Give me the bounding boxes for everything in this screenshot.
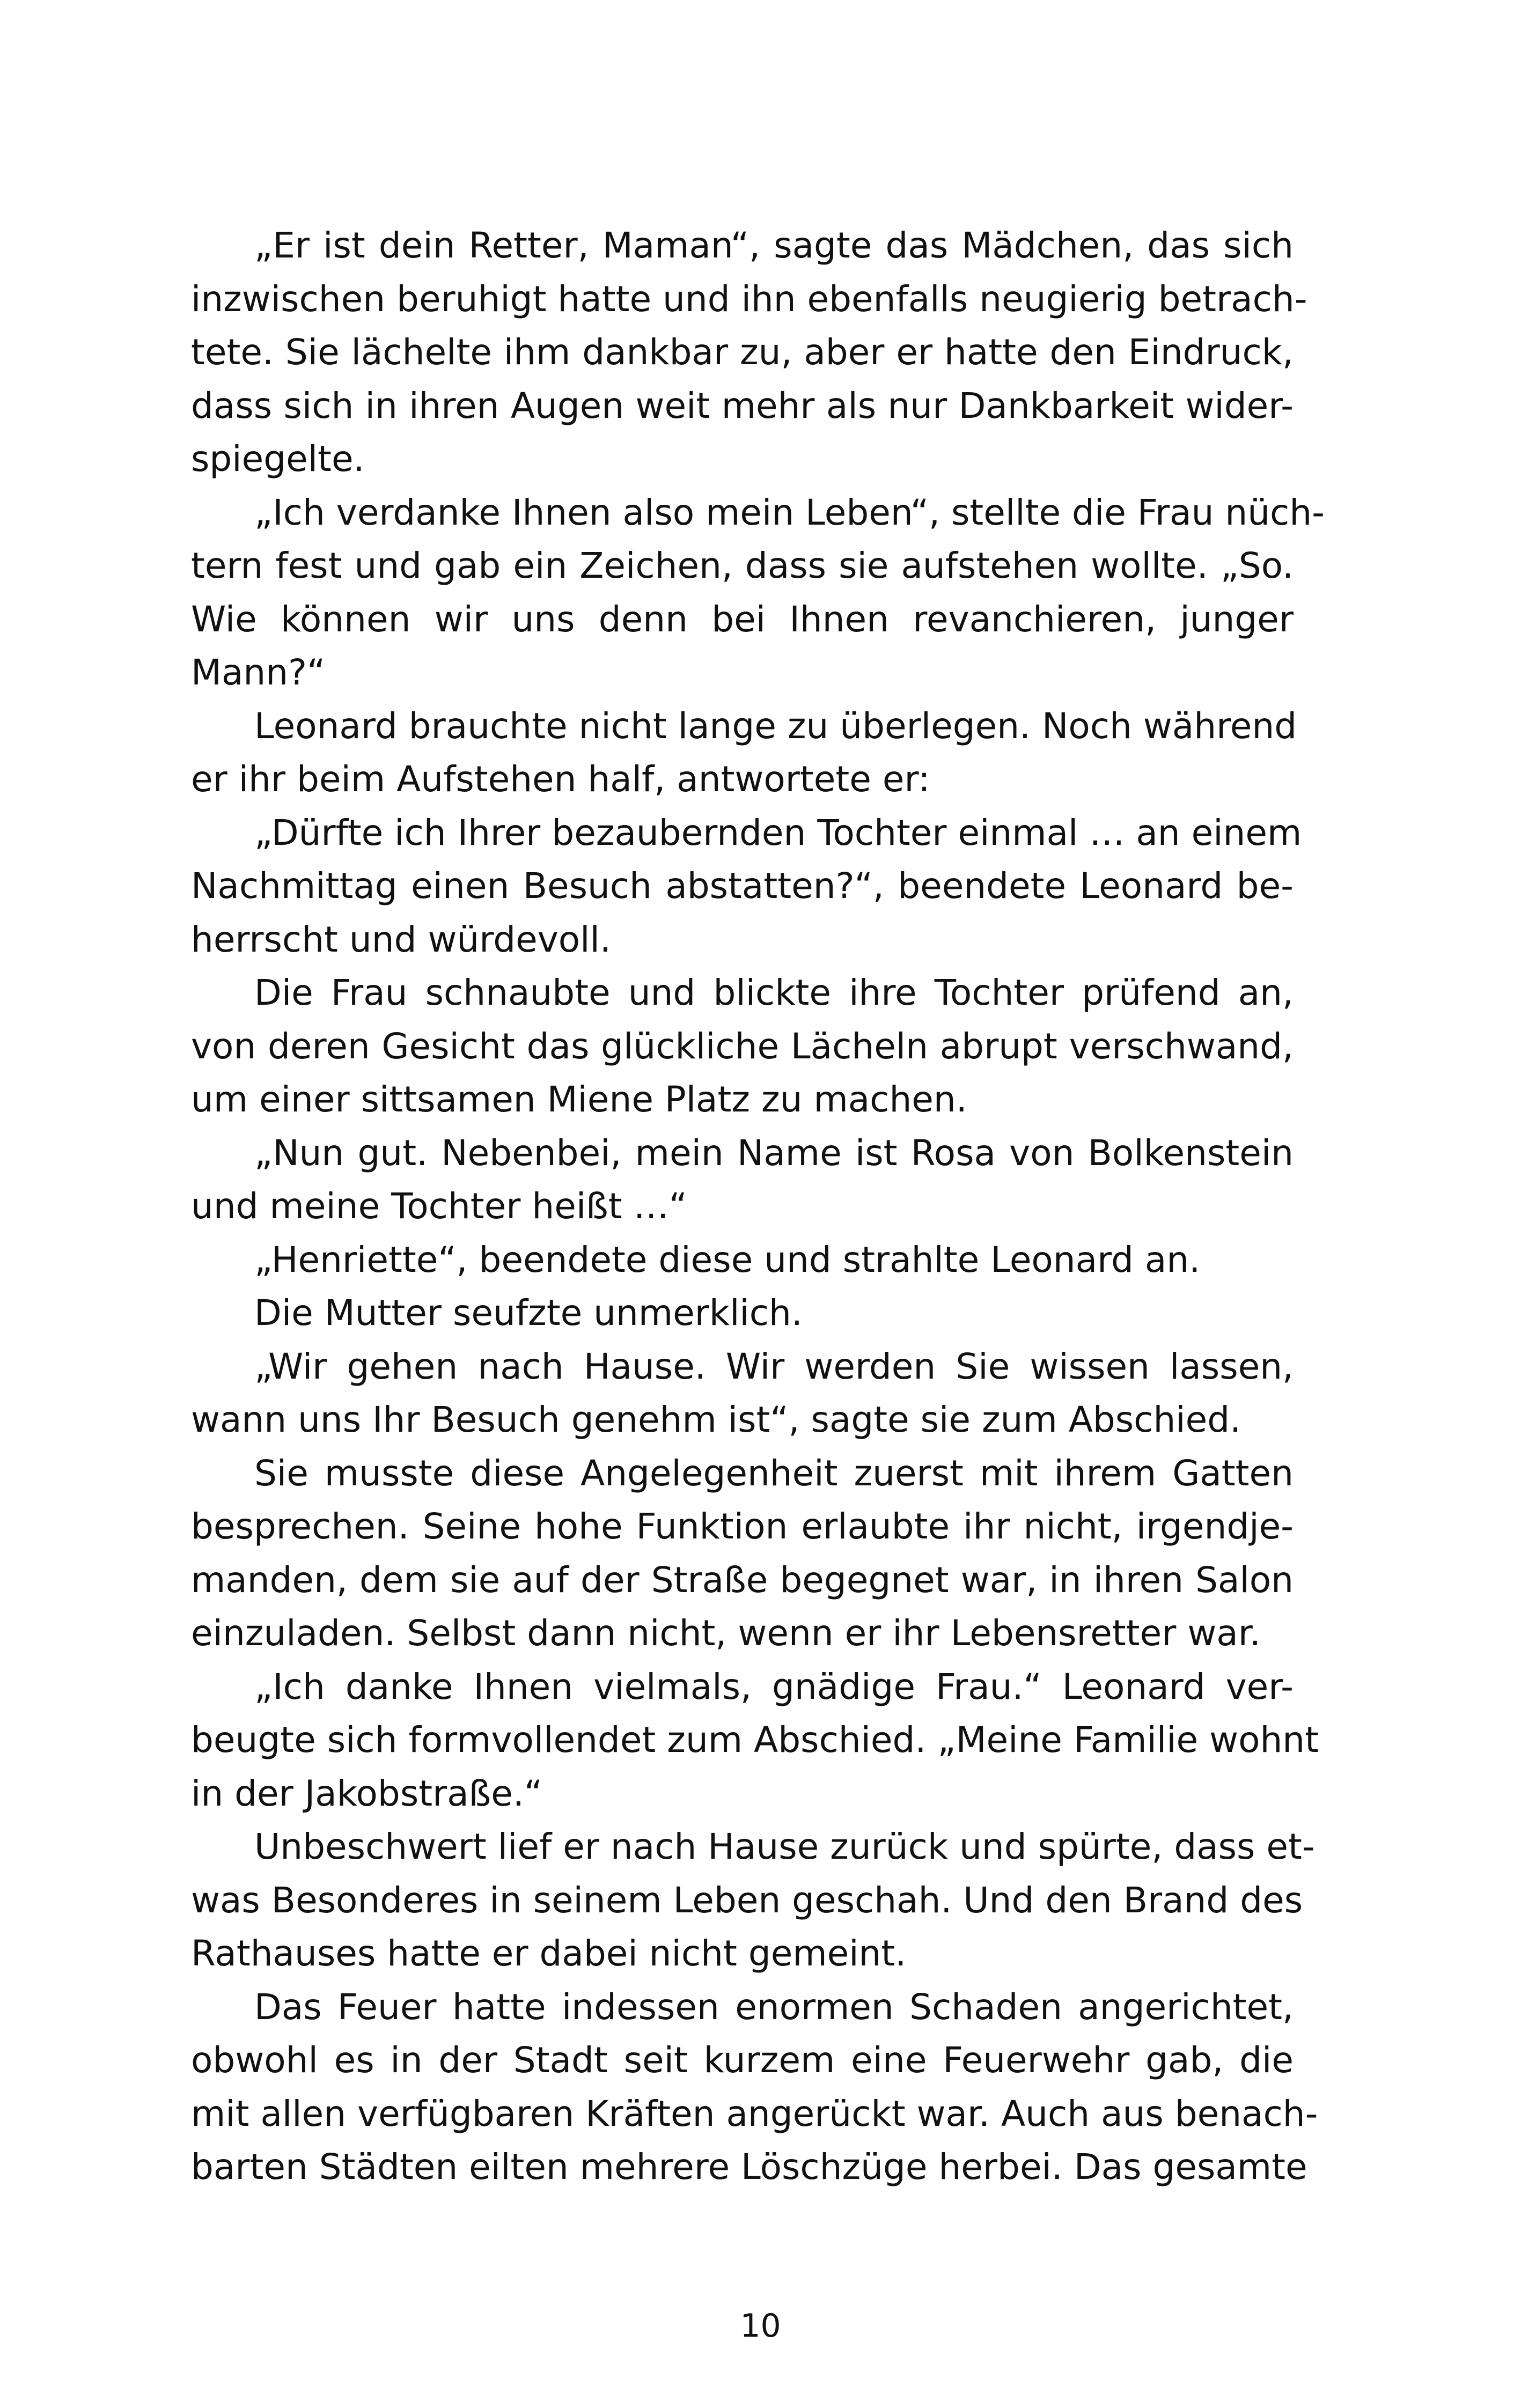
text-line: „Henriette“, beendete diese und strahlte Leonard an. [254,1239,1201,1280]
text-line: um einer sittsamen Miene Platz zu machen. [191,1079,967,1120]
text-line: dass sich in ihren Augen weit mehr als nur Dankbarkeit wider- [191,385,1294,426]
text-line: wann uns Ihr Besuch genehm ist“, sagte sie zum Abschied. [191,1399,1241,1440]
text-line: inzwischen beruhigt hatte und ihn ebenfalls neugierig betrach- [191,278,1307,320]
text-line: Mann?“ [191,652,326,693]
text-line: Unbeschwert lief er nach Hause zurück und spürte, dass et- [254,1826,1315,1867]
text-line: tern fest und gab ein Zeichen, dass sie aufstehen wollte. „So. [191,545,1294,586]
text-line: herrscht und würdevoll. [191,918,611,960]
text-line: was Besonderes in seinem Leben geschah. Und den Brand des [191,1879,1303,1921]
text-line: Nachmittag einen Besuch abstatten?“, beendete Leonard be- [191,865,1294,907]
text-line: „Er ist dein Retter, Maman“, sagte das Mädchen, das sich [254,225,1294,266]
text-line: „Nun gut. Nebenbei, mein Name ist Rosa von Bolkenstein [254,1132,1294,1174]
text-line: mit allen verfügbaren Kräften angerückt war. Auch aus benach- [191,2093,1318,2134]
text-line: beugte sich formvollendet zum Abschied. „Meine Familie wohnt [191,1719,1319,1761]
text-line: tete. Sie lächelte ihm dankbar zu, aber er hatte den Eindruck, [191,332,1294,373]
text-line: Sie musste diese Angelegenheit zuerst mit ihrem Gatten [254,1452,1294,1494]
text-line: spiegelte. [191,438,365,480]
text-line: „Dürfte ich Ihrer bezaubernden Tochter einmal … an einem [254,812,1302,853]
text-line: „Wir gehen nach Hause. Wir werden Sie wissen lassen, [254,1345,1294,1387]
text-line: einzuladen. Selbst dann nicht, wenn er ihr Lebensretter war. [191,1612,1261,1654]
body-text [191,219,1325,2194]
text-line: barten Städten eilten mehrere Löschzüge herbei. Das gesamte [191,2146,1307,2188]
page-number: 10 [740,2307,781,2345]
text-line: Die Mutter seufzte unmerklich. [254,1292,803,1334]
text-line: besprechen. Seine hohe Funktion erlaubte ihr nicht, irgendje- [191,1506,1294,1547]
text-line: von deren Gesicht das glückliche Lächeln abrupt verschwand, [191,1025,1294,1067]
text-line: er ihr beim Aufstehen half, antwortete er: [191,759,930,800]
text-line: „Ich verdanke Ihnen also mein Leben“, stellte die Frau nüch- [254,491,1325,533]
text-line: und meine Tochter heißt …“ [191,1185,687,1227]
text-line: Das Feuer hatte indessen enormen Schaden angerichtet, [254,1986,1294,2028]
text-line: Rathauses hatte er dabei nicht gemeint. [191,1933,907,1974]
text-line: Die Frau schnaubte und blickte ihre Tochter prüfend an, [254,972,1294,1013]
text-line: Wie können wir uns denn bei Ihnen revanchieren, junger [191,598,1294,640]
text-line: in der Jakobstraße.“ [191,1772,543,1814]
text-line: obwohl es in der Stadt seit kurzem eine Feuerwehr gab, die [191,2039,1294,2081]
text-line: „Ich danke Ihnen vielmals, gnädige Frau.“ Leonard ver- [254,1666,1294,1707]
text-line: manden, dem sie auf der Straße begegnet war, in ihren Salon [191,1559,1294,1601]
text-line: Leonard brauchte nicht lange zu überlegen. Noch während [254,705,1297,747]
